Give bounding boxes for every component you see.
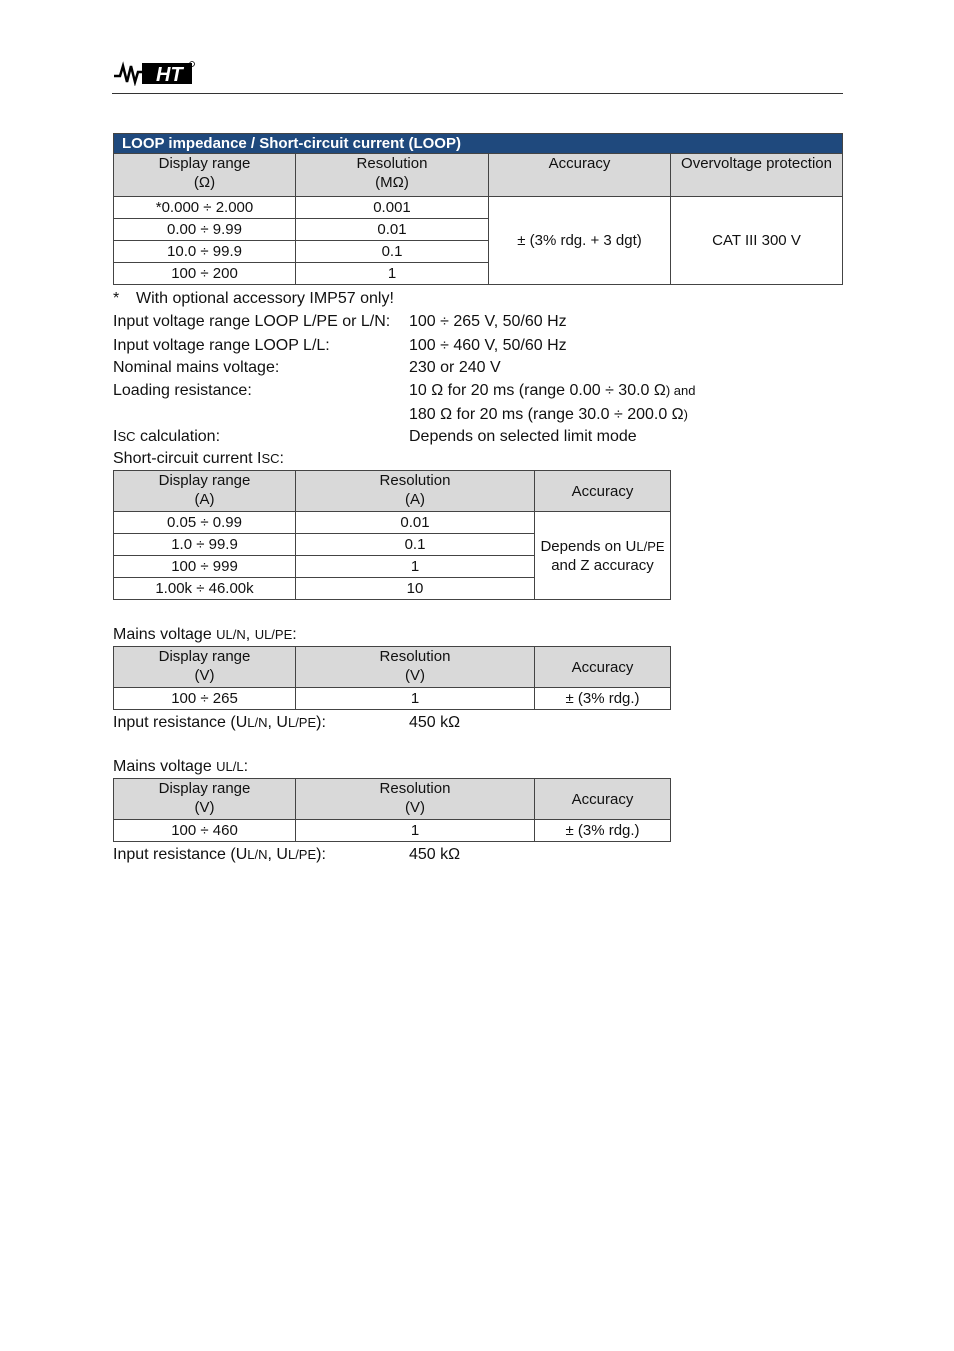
isc-calc-label: ISC calculation:	[113, 428, 221, 445]
spec-label: Input voltage range LOOP L/PE or L/N:	[113, 313, 391, 330]
header-accuracy: Accuracy	[535, 647, 671, 688]
logo-text: HT	[156, 64, 183, 86]
input-resistance-label: Input resistance (UL/N, UL/PE):	[113, 714, 326, 731]
header-display-range: Display range (Ω)	[114, 154, 296, 197]
header-resolution: Resolution (A)	[296, 471, 535, 512]
input-resistance-value: 450 kΩ	[409, 714, 461, 731]
header-accuracy: Accuracy	[489, 154, 671, 197]
mains-ll-table	[113, 778, 671, 842]
table-row: 1.00k ÷ 46.00k 10	[114, 578, 671, 600]
mains-ln-heading: Mains voltage UL/N, UL/PE:	[113, 626, 297, 643]
table-row: 0.00 ÷ 9.99 0.01	[114, 219, 843, 241]
spec-label: Input voltage range LOOP L/L:	[113, 337, 330, 354]
isc-heading: Short-circuit current ISC:	[113, 450, 284, 467]
ht-logo	[112, 58, 196, 86]
spec-value: 100 ÷ 265 V, 50/60 Hz	[409, 313, 567, 330]
spec-label: Nominal mains voltage:	[113, 359, 280, 376]
loop-impedance-table	[113, 133, 843, 285]
header-resolution: Resolution (MΩ)	[296, 154, 489, 197]
footnote-mark: *	[113, 290, 120, 307]
isc-calc-value: Depends on selected limit mode	[409, 428, 637, 445]
footnote-text: With optional accessory IMP57 only!	[136, 290, 394, 307]
header-accuracy: Accuracy	[535, 471, 671, 512]
header-divider	[112, 93, 843, 94]
input-resistance-label: Input resistance (UL/N, UL/PE):	[113, 846, 326, 863]
header-resolution: Resolution (V)	[296, 779, 535, 820]
loop-overvoltage: CAT III 300 V	[671, 197, 843, 285]
table-row: 10.0 ÷ 99.9 0.1	[114, 241, 843, 263]
isc-table	[113, 470, 671, 600]
table-row: 100 ÷ 460 1 ± (3% rdg.)	[114, 820, 671, 842]
table-row: 100 ÷ 265 1 ± (3% rdg.)	[114, 688, 671, 710]
loop-accuracy: ± (3% rdg. + 3 dgt)	[489, 197, 671, 285]
header-display-range: Display range (A)	[114, 471, 296, 512]
header-display-range: Display range (V)	[114, 779, 296, 820]
spec-value: 10 Ω for 20 ms (range 0.00 ÷ 30.0 Ω) and	[409, 382, 696, 399]
mains-ln-table	[113, 646, 671, 710]
loop-table-title: LOOP impedance / Short-circuit current (LOOP)	[114, 134, 843, 154]
spec-label: Loading resistance:	[113, 382, 252, 399]
isc-accuracy: Depends on UL/PE and Z accuracy	[535, 512, 671, 600]
header-accuracy: Accuracy	[535, 779, 671, 820]
header-resolution: Resolution (V)	[296, 647, 535, 688]
table-row: 0.05 ÷ 0.99 0.01 Depends on UL/PE and Z accuracy	[114, 512, 671, 534]
spec-value: 100 ÷ 460 V, 50/60 Hz	[409, 337, 567, 354]
table-row: 100 ÷ 200 1	[114, 263, 843, 285]
spec-value: 230 or 240 V	[409, 359, 501, 376]
header-display-range: Display range (V)	[114, 647, 296, 688]
mains-ll-heading: Mains voltage UL/L:	[113, 758, 249, 775]
table-row: 100 ÷ 999 1	[114, 556, 671, 578]
table-row: 1.0 ÷ 99.9 0.1	[114, 534, 671, 556]
spec-value: 180 Ω for 20 ms (range 30.0 ÷ 200.0 Ω)	[409, 406, 688, 423]
header-overvoltage: Overvoltage protection	[671, 154, 843, 197]
input-resistance-value: 450 kΩ	[409, 846, 461, 863]
table-row: *0.000 ÷ 2.000 0.001 ± (3% rdg. + 3 dgt) CAT III 300 V	[114, 197, 843, 219]
